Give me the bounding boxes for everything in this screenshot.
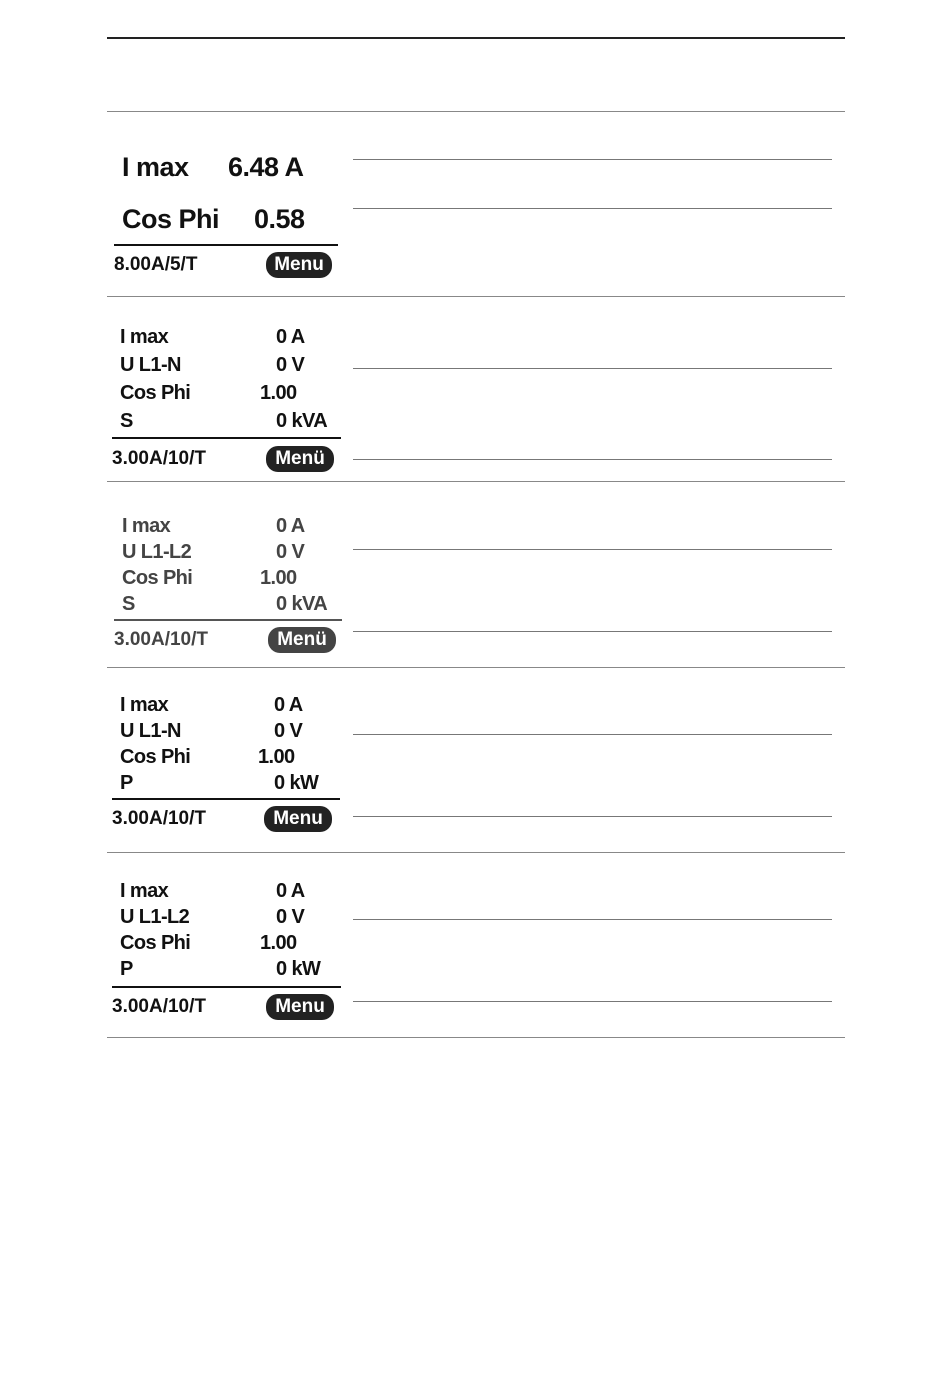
menu-button[interactable]: Menü — [268, 627, 336, 653]
lcd-display-3 — [112, 511, 342, 661]
row-value: 1.00 — [260, 382, 297, 404]
annotation-line — [353, 549, 832, 550]
lcd-display-4 — [110, 690, 340, 840]
row-value: 0 V — [274, 720, 303, 742]
lcd-divider — [112, 437, 341, 439]
row-value: 0 kVA — [276, 593, 328, 615]
section-divider — [107, 1037, 845, 1038]
annotation-line — [353, 459, 832, 460]
row-label: I max — [122, 152, 189, 182]
annotation-line — [353, 919, 832, 920]
annotation-line — [353, 816, 832, 817]
row-label: Cos Phi — [120, 746, 191, 768]
annotation-line — [353, 631, 832, 632]
row-label: P — [120, 958, 133, 980]
row-label: Cos Phi — [122, 204, 220, 234]
row-label: I max — [120, 694, 169, 716]
row-label: I max — [120, 326, 169, 348]
row-value: 0 V — [276, 541, 305, 563]
row-value: 0.58 — [254, 204, 305, 234]
annotation-line — [353, 208, 832, 209]
row-value: 1.00 — [260, 567, 297, 589]
section-divider — [107, 852, 845, 853]
range-status: 3.00A/10/T — [112, 448, 206, 469]
top-rule — [107, 37, 845, 39]
range-status: 3.00A/10/T — [112, 808, 206, 829]
lcd-display-2 — [110, 322, 340, 474]
row-label: I max — [120, 880, 169, 902]
lcd-display-1 — [112, 148, 342, 288]
row-value: 0 A — [274, 694, 303, 716]
row-value: 1.00 — [260, 932, 297, 954]
section-divider — [107, 296, 845, 297]
annotation-line — [353, 368, 832, 369]
lcd-divider — [112, 986, 341, 988]
annotation-line — [353, 1001, 832, 1002]
menu-button[interactable]: Menu — [264, 806, 332, 832]
row-value: 6.48 A — [228, 152, 304, 182]
lcd-divider — [114, 244, 338, 246]
row-value: 0 A — [276, 326, 305, 348]
row-value: 0 V — [276, 906, 305, 928]
row-label: U L1-N — [120, 720, 181, 742]
range-status: 3.00A/10/T — [112, 996, 206, 1017]
section-divider — [107, 667, 845, 668]
menu-button[interactable]: Menu — [266, 252, 332, 278]
row-value: 1.00 — [258, 746, 295, 768]
row-value: 0 A — [276, 880, 305, 902]
lcd-display-5 — [110, 876, 340, 1026]
row-value: 0 kW — [276, 958, 321, 980]
annotation-line — [353, 159, 832, 160]
lcd-divider — [112, 798, 340, 800]
section-divider — [107, 481, 845, 482]
row-label: P — [120, 772, 133, 794]
lcd-divider — [114, 619, 342, 621]
row-value: 0 kVA — [276, 410, 328, 432]
row-label: S — [122, 593, 135, 615]
row-label: Cos Phi — [120, 932, 191, 954]
annotation-line — [353, 734, 832, 735]
row-label: S — [120, 410, 133, 432]
range-status: 8.00A/5/T — [114, 254, 198, 275]
row-label: U L1-L2 — [122, 541, 192, 563]
row-label: Cos Phi — [120, 382, 191, 404]
range-status: 3.00A/10/T — [114, 629, 208, 650]
row-label: I max — [122, 515, 171, 537]
menu-button[interactable]: Menu — [266, 994, 334, 1020]
row-label: U L1-N — [120, 354, 181, 376]
row-label: Cos Phi — [122, 567, 193, 589]
row-value: 0 V — [276, 354, 305, 376]
row-label: U L1-L2 — [120, 906, 190, 928]
row-value: 0 kW — [274, 772, 319, 794]
menu-button[interactable]: Menü — [266, 446, 334, 472]
row-value: 0 A — [276, 515, 305, 537]
section-divider — [107, 111, 845, 112]
